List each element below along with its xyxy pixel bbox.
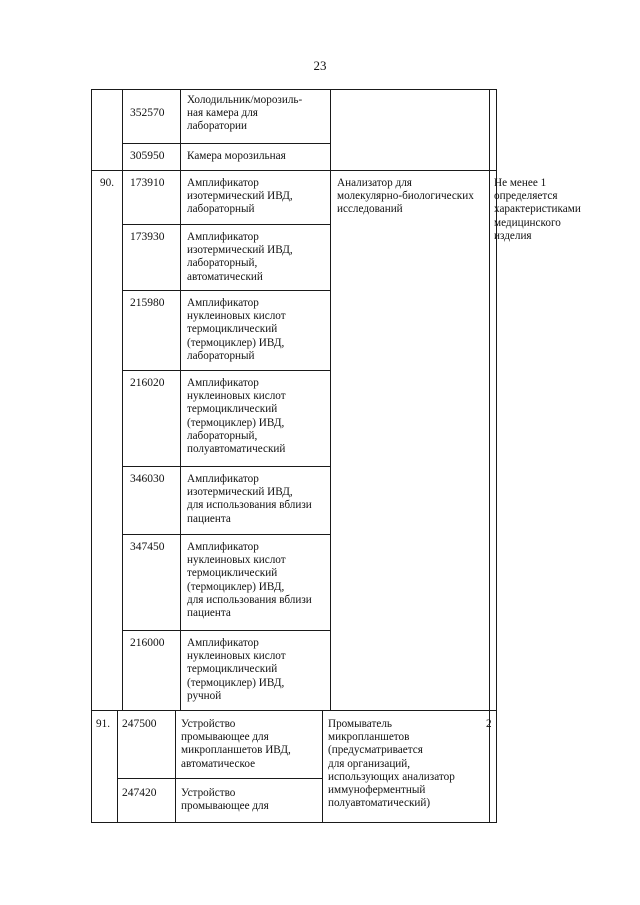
row-number: 91. xyxy=(96,718,110,730)
quantity: Не менее 1 определяется характеристиками медицинского изделия xyxy=(494,177,581,242)
table-top-border xyxy=(91,89,497,90)
device-name: Устройство промывающее для xyxy=(181,787,269,813)
column-divider xyxy=(122,89,123,711)
row-divider xyxy=(122,224,330,225)
row-divider xyxy=(122,630,330,631)
device-name: Амплификатор нуклеиновых кислот термоциклический (термоциклер) ИВД, для использования вблизи пациента xyxy=(187,541,312,620)
device-code: 173930 xyxy=(130,231,165,243)
device-code: 352570 xyxy=(130,107,165,119)
device-name: Амплификатор изотермический ИВД, лабораторный xyxy=(187,177,293,216)
row-divider xyxy=(122,534,330,535)
device-name: Амплификатор нуклеиновых кислот термоциклический (термоциклер) ИВД, лабораторный xyxy=(187,297,286,362)
row-divider xyxy=(117,778,322,779)
device-name: Холодильник/морозиль- ная камера для лаборатории xyxy=(187,94,303,133)
device-code: 305950 xyxy=(130,150,165,162)
page-number: 23 xyxy=(313,58,327,73)
column-divider xyxy=(117,710,118,823)
row-divider xyxy=(122,466,330,467)
device-code: 173910 xyxy=(130,177,165,189)
device-code: 247500 xyxy=(122,718,157,730)
row-number: 90. xyxy=(100,177,114,189)
column-divider xyxy=(175,710,176,823)
device-code: 247420 xyxy=(122,787,157,799)
row-divider xyxy=(91,170,497,171)
device-code: 347450 xyxy=(130,541,165,553)
device-name: Амплификатор изотермический ИВД, для использования вблизи пациента xyxy=(187,473,312,525)
row-divider xyxy=(122,290,330,291)
quantity: 2 xyxy=(486,718,492,730)
table-left-border xyxy=(91,89,92,823)
device-code: 215980 xyxy=(130,297,165,309)
analyzer-type: Промыватель микропланшетов (предусматривается для организаций, использующих анализатор иммуноферментный полуавтоматический) xyxy=(328,718,455,810)
device-name: Камера морозильная xyxy=(187,150,286,162)
device-name: Амплификатор нуклеиновых кислот термоциклический (термоциклер) ИВД, ручной xyxy=(187,637,286,702)
device-code: 216020 xyxy=(130,377,165,389)
row-divider xyxy=(122,370,330,371)
row-divider xyxy=(122,143,330,144)
column-divider xyxy=(330,89,331,711)
column-divider xyxy=(322,710,323,823)
table-bottom-border xyxy=(91,822,497,823)
device-name: Амплификатор нуклеиновых кислот термоциклический (термоциклер) ИВД, лабораторный, полуавтоматический xyxy=(187,377,286,456)
device-code: 216000 xyxy=(130,637,165,649)
device-code: 346030 xyxy=(130,473,165,485)
column-divider xyxy=(180,89,181,711)
device-name: Амплификатор изотермический ИВД, лабораторный, автоматический xyxy=(187,231,293,283)
device-name: Устройство промывающее для микропланшетов ИВД, автоматическое xyxy=(181,718,291,770)
column-divider xyxy=(489,89,490,823)
row-divider xyxy=(91,710,497,711)
analyzer-type: Анализатор для молекулярно-биологических исследований xyxy=(337,177,474,216)
